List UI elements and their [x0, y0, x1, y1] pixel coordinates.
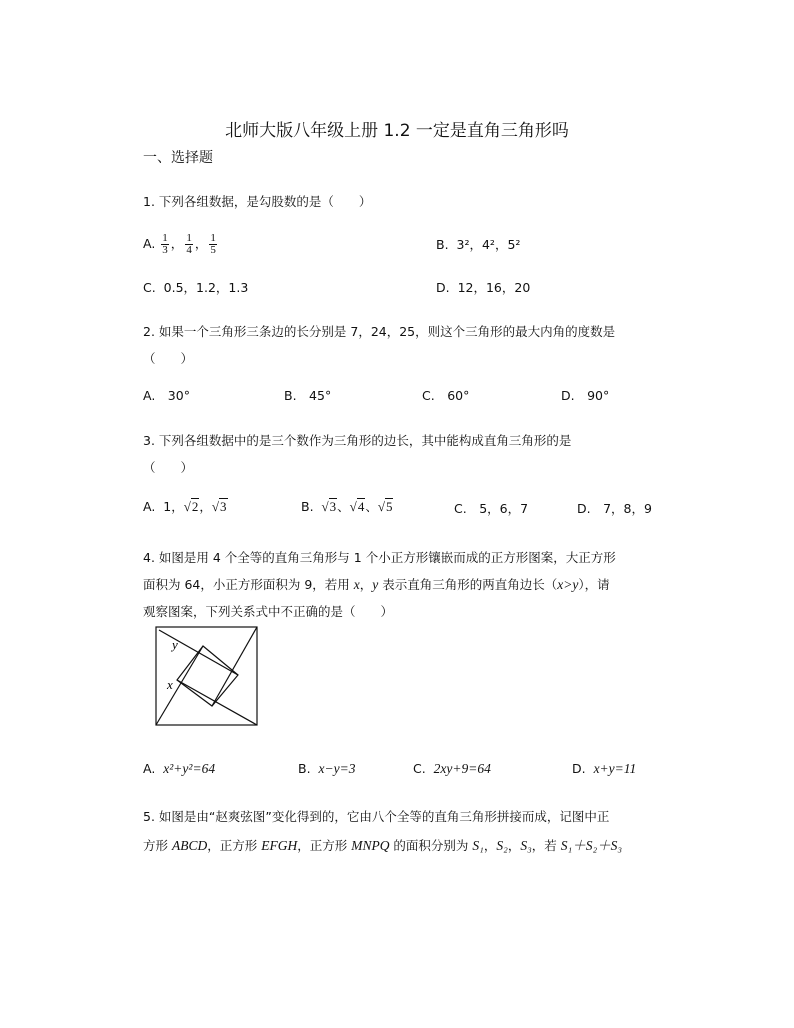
q1-fraction-2: $\frac{1}{4}$	[186, 232, 192, 256]
q1-option-a[interactable]: A. $\frac{1}{3}$ ， $\frac{1}{4}$ ， $\frac{1}{5}$	[143, 232, 216, 256]
q4-option-a[interactable]: A. x²+y²=64	[143, 761, 216, 776]
q3-b-radical-1: √3	[321, 499, 337, 514]
triangle-edge-3	[212, 627, 257, 706]
question-5-stem-line1: 5. 如图是由“赵爽弦图”变化得到的，它由八个全等的直角三角形拼接而成，记图中正	[143, 809, 610, 824]
pinwheel-square-figure	[155, 626, 259, 727]
question-4-stem-line3: 观察图案，下列关系式中不正确的是（ ）	[143, 604, 394, 619]
q1-fraction-1: $\frac{1}{3}$	[162, 232, 168, 256]
question-3-stem: 3. 下列各组数据中的是三个数作为三角形的边长，其中能构成直角三角形的是	[143, 433, 572, 448]
q4-option-c[interactable]: C. 2xy+9=64	[413, 761, 491, 776]
question-3-paren: （ ）	[143, 460, 194, 475]
q2-option-a[interactable]: A. 30°	[143, 388, 190, 403]
q1-option-d[interactable]: D. 12，16，20	[436, 280, 531, 295]
triangle-edge-4	[177, 680, 257, 725]
question-2-stem: 2. 如果一个三角形三条边的长分别是 7，24，25，则这个三角形的最大内角的度数是	[143, 324, 616, 339]
question-4-stem-line2: 面积为 64，小正方形面积为 9，若用 x，y 表示直角三角形的两直角边长（x>y），请	[143, 577, 610, 592]
label-x: x	[167, 677, 173, 692]
q2-option-d[interactable]: D. 90°	[561, 388, 610, 403]
q2-option-b[interactable]: B. 45°	[284, 388, 332, 403]
q3-option-a[interactable]: A. 1，√2，√3	[143, 499, 227, 514]
q1-option-c[interactable]: C. 0.5，1.2，1.3	[143, 280, 249, 295]
q4-option-b[interactable]: B. x−y=3	[298, 761, 356, 776]
q1-option-a-label: A.	[143, 236, 156, 251]
question-2-paren: （ ）	[143, 351, 194, 366]
q3-radical-2: √2	[183, 499, 199, 514]
section-heading: 一、选择题	[143, 150, 213, 166]
q3-b-radical-2: √4	[349, 499, 365, 514]
question-4-stem-line1: 4. 如图是用 4 个全等的直角三角形与 1 个小正方形镶嵌而成的正方形图案，大正方形	[143, 550, 616, 565]
page-title: 北师大版八年级上册 1.2 一定是直角三角形吗	[225, 121, 569, 141]
q3-option-c[interactable]: C. 5，6，7	[454, 501, 529, 516]
q3-option-d[interactable]: D. 7，8，9	[577, 501, 652, 516]
q2-option-c[interactable]: C. 60°	[422, 388, 470, 403]
q1-fraction-3: $\frac{1}{5}$	[210, 232, 216, 256]
question-5-stem-line2: 方形 ABCD，正方形 EFGH，正方形 MNPQ 的面积分别为 S₁，S₂，S₃，若 S₁＋S₂＋S₃	[143, 838, 623, 853]
label-y: y	[172, 637, 178, 652]
q4-option-d[interactable]: D. x+y=11	[572, 761, 637, 776]
q3-b-radical-3: √5	[377, 499, 393, 514]
q3-radical-3: √3	[211, 499, 227, 514]
question-1-stem: 1. 下列各组数据，是勾股数的是（ ）	[143, 194, 372, 209]
triangle-edge-1	[156, 646, 203, 725]
q3-option-b[interactable]: B. √3、√4、√5	[301, 499, 393, 514]
q1-option-b[interactable]: B. 3²，4²，5²	[436, 237, 521, 252]
